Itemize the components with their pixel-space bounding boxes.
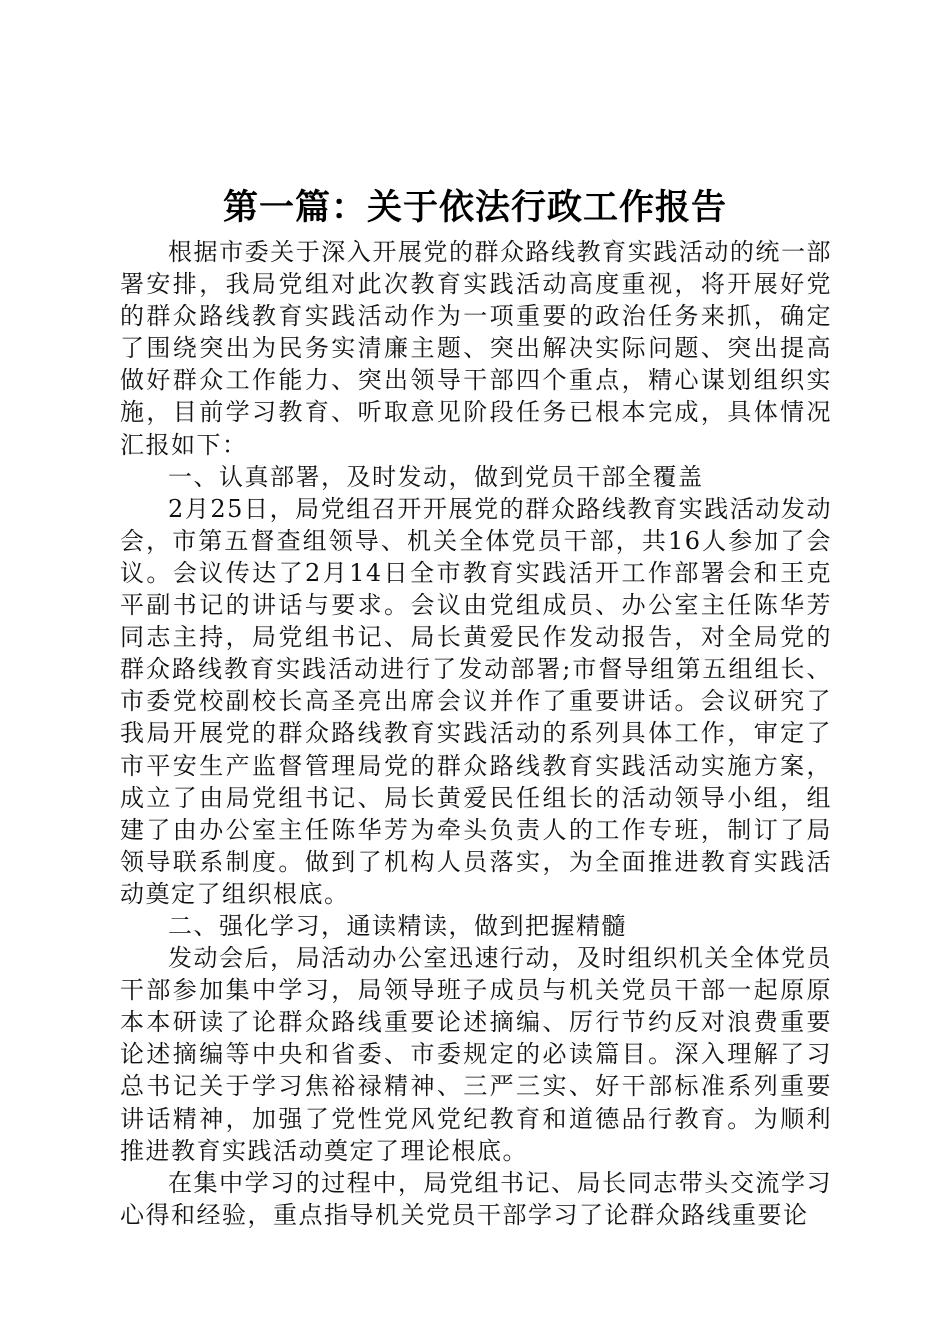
document-title: 第一篇：关于依法行政工作报告 <box>222 187 727 228</box>
document-body <box>120 236 832 1231</box>
section-heading-2: 二、强化学习，通读精读，做到把握精髓 <box>168 911 627 940</box>
paragraph-section-2-continued: 在集中学习的过程中，局党组书记、局长同志带头交流学习心得和经验，重点指导机关党员干部学习了论群众路线重要论 <box>120 1168 832 1229</box>
section-heading-1: 一、认真部署，及时发动，做到党员干部全覆盖 <box>168 462 704 491</box>
paragraph-section-2: 发动会后，局活动办公室迅速行动，及时组织机关全体党员干部参加集中学习，局领导班子成员与机关党员干部一起原原本本研读了论群众路线重要论述摘编、厉行节约反对浪费重要论述摘编等中央和省委、市委规定的必读篇目。深入理解了习总书记关于学习焦裕禄精神、三严三实、好干部标准系列重要讲话精神，加强了党性党风党纪教育和道德品行教育。为顺利推进教育实践活动奠定了理论根底。 <box>120 944 832 1165</box>
paragraph-section-1: 2月25日，局党组召开开展党的群众路线教育实践活动发动会，市第五督查组领导、机关全体党员干部，共16人参加了会议。会议传达了2月14日全市教育实践活开工作部署会和王克平副书记的讲话与要求。会议由党组成员、办公室主任陈华芳同志主持，局党组书记、局长黄爱民作发动报告，对全局党的群众路线教育实践活动进行了发动部署;市督导组第五组组长、市委党校副校长高圣亮出席会议并作了重要讲话。会议研究了我局开展党的群众路线教育实践活动的系列具体工作，审定了市平安生产监督管理局党的群众路线教育实践活动实施方案，成立了由局党组书记、局长黄爱民任组长的活动领导小组，组建了由办公室主任陈华芳为牵头负责人的工作专班，制订了局领导联系制度。做到了机构人员落实，为全面推进教育实践活动奠定了组织根底。 <box>120 494 832 908</box>
paragraph-intro: 根据市委关于深入开展党的群众路线教育实践活动的统一部署安排，我局党组对此次教育实践活动高度重视，将开展好党的群众路线教育实践活动作为一项重要的政治任务来抓，确定了围绕突出为民务实清廉主题、突出解决实际问题、突出提高做好群众工作能力、突出领导干部四个重点，精心谋划组织实施，目前学习教育、听取意见阶段任务已根本完成，具体情况汇报如下： <box>120 238 832 459</box>
